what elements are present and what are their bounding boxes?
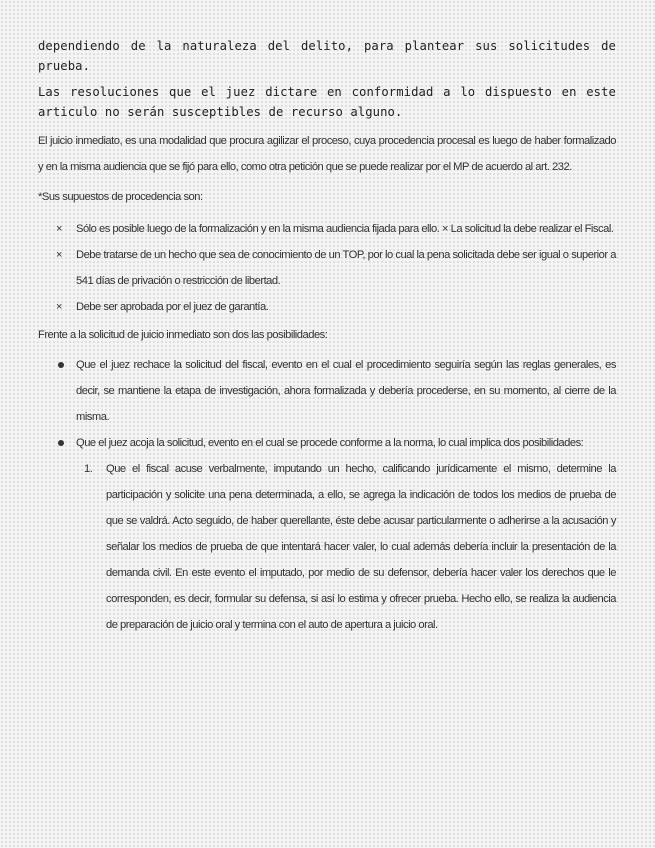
x-bullet-icon: × <box>56 301 62 313</box>
list-item-text: Debe ser aprobada por el juez de garantía. <box>76 301 269 313</box>
list-item <box>38 242 616 294</box>
list-item <box>38 216 616 242</box>
list-item-text: Debe tratarse de un hecho que sea de conocimiento de un TOP, por lo cual la pena solicitada debe ser igual o superior a 541 días de privación o restricción de libertad. <box>76 249 616 287</box>
list-item <box>38 456 616 638</box>
list-item-text: Que el fiscal acuse verbalmente, imputando un hecho, calificando jurídicamente el mismo, determine la participación y solicite una pena determinada, a ello, se agrega la indicación de todos los medios de prueba de que se valdrá. Acto seguido, de haber querellante, éste debe acusar particularmente o adherirse a la acusación y señalar los medios de prueba de que intentará hacer valer, lo cual además debería incluir la presentación de la demanda civil. En este evento el imputado, por medio de su defensor, debería hacer valer los derechos que le corresponden, es decir, formular su defensa, si así lo estima y ofrecer prueba. Hecho ello, se realiza la audiencia de preparación de juicio oral y termina con el auto de apertura a juicio oral. <box>106 463 616 631</box>
numbered-list <box>38 456 616 638</box>
x-bullet-icon: × <box>56 223 62 235</box>
list-item-text: Que el juez acoja la solicitud, evento en el cual se procede conforme a la norma, lo cual implica dos posibilidades: <box>76 437 584 449</box>
list-item <box>38 352 616 430</box>
paragraph-juicio-inmediato: El juicio inmediato, es una modalidad que procura agilizar el proceso, cuya procedencia procesal es luego de haber formalizado y en la misma audiencia que se fijó para ello, como otra petición que se puede realizar por el MP de acuerdo al art. 232. <box>38 135 616 173</box>
bullet-dot-icon <box>58 362 64 368</box>
bullet-dot-icon <box>58 440 64 446</box>
posibilidades-list <box>38 352 616 456</box>
list-item <box>38 294 616 320</box>
list-item-text: Sólo es posible luego de la formalización y en la misma audiencia fijada para ello. × La solicitud la debe realizar el Fiscal. <box>76 223 614 235</box>
list-item-text: Que el juez rechace la solicitud del fiscal, evento en el cual el procedimiento seguiría según las reglas generales, es decir, se mantiene la etapa de investigación, ahora formalizada y debería procederse, en su momento, al cierre de la misma. <box>76 359 616 423</box>
supuestos-heading: *Sus supuestos de procedencia son: <box>38 191 203 203</box>
paragraph-resoluciones: Las resoluciones que el juez dictare en conformidad a lo dispuesto en este articulo no serán susceptibles de recurso alguno. <box>38 85 616 119</box>
list-number: 1. <box>84 463 93 475</box>
document-page <box>38 36 616 638</box>
paragraph-prueba: dependiendo de la naturaleza del delito, para plantear sus solicitudes de prueba. <box>38 39 616 73</box>
posibilidades-heading: Frente a la solicitud de juicio inmediato son dos las posibilidades: <box>38 329 328 341</box>
x-bullet-icon: × <box>56 249 62 261</box>
list-item <box>38 430 616 456</box>
supuestos-list <box>38 216 616 320</box>
